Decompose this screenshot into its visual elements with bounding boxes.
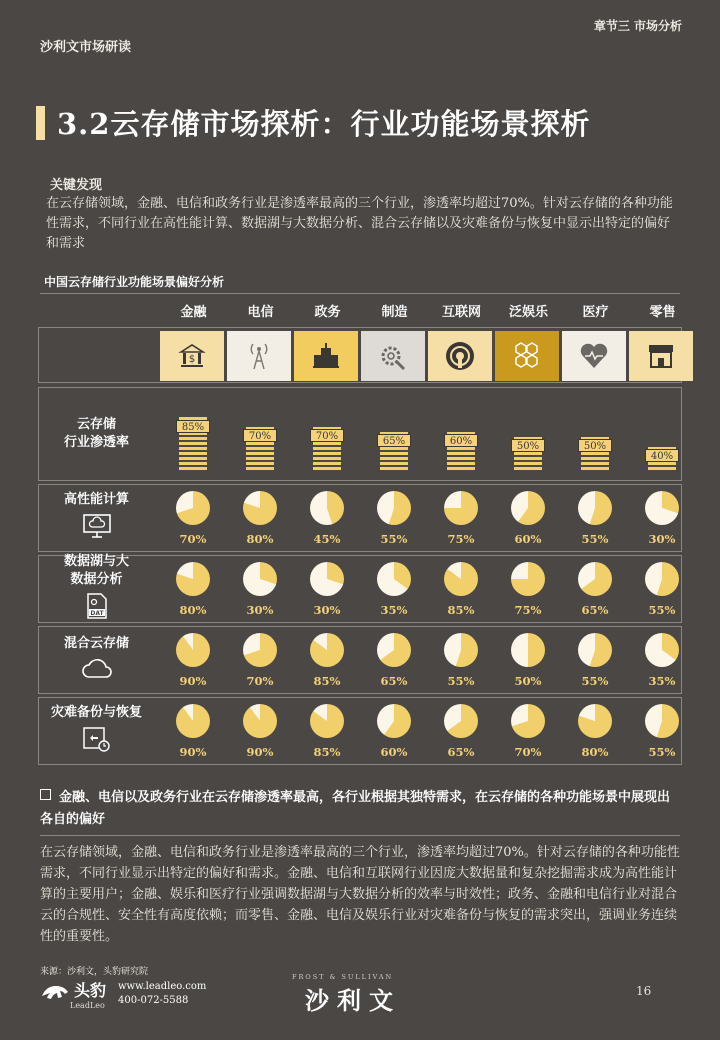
title-accent-bar [36,106,45,140]
bar-segment [179,442,207,445]
industry-header: 金融 [180,305,207,320]
penetration-value-label: 50% [578,439,612,452]
preference-pie [578,491,612,525]
scenario-row-hpc [38,484,682,552]
bar-segment [313,452,341,455]
backup-clock-icon [82,726,112,758]
scenario-row-datalake [38,555,682,623]
preference-pie [176,633,210,667]
cloud-icon [81,657,113,685]
preference-value-label: 35% [648,674,676,688]
cloud-monitor-icon [82,513,112,545]
bar-segment [313,467,341,470]
bar-segment [380,457,408,460]
preference-value-label: 50% [514,674,542,688]
preference-pie [243,704,277,738]
bar-segment [514,457,542,460]
frost-sullivan-wordmark: FROST & SULLIVAN [292,973,394,981]
sullivan-logo: 沙利文 [305,986,401,1015]
key-findings-label: 关键发现 [50,178,103,193]
preference-pie [578,562,612,596]
bar-segment [380,462,408,465]
bar-segment [246,467,274,470]
penetration-value-label: 70% [243,429,277,442]
industry-header: 制造 [381,305,408,320]
preference-pie [511,704,545,738]
bar-segment [179,467,207,470]
bar-segment [514,462,542,465]
preference-value-label: 70% [514,745,542,759]
preference-value-label: 85% [447,603,475,617]
preference-value-label: 80% [581,745,609,759]
preference-pie [444,633,478,667]
preference-value-label: 65% [581,603,609,617]
preference-pie [377,633,411,667]
phone-number: 400-072-5588 [118,995,189,1006]
preference-pie [645,491,679,525]
bar-segment [313,462,341,465]
industry-header: 零售 [649,305,676,320]
insight-note [40,787,680,831]
bar-segment [581,457,609,460]
preference-value-label: 35% [380,603,408,617]
scenario-label-hpc [39,485,154,551]
leopard-icon [40,982,70,1006]
broadcast-icon [428,331,492,381]
preference-value-label: 30% [246,603,274,617]
preference-pie [377,704,411,738]
bar-segment [179,452,207,455]
bar-segment [380,452,408,455]
preference-pie [511,491,545,525]
bar-segment [246,452,274,455]
bar-segment [447,462,475,465]
bar-segment [581,467,609,470]
dat-file-icon [86,593,108,625]
preference-pie [444,562,478,596]
preference-value-label: 90% [246,745,274,759]
preference-pie [444,704,478,738]
scenario-label-text: 高性能计算 [63,492,129,507]
bar-segment [447,457,475,460]
preference-value-label: 45% [313,532,341,546]
preference-value-label: 30% [648,532,676,546]
heart-pulse-icon [562,331,626,381]
bar-segment [380,467,408,470]
svg-text:DAT: DAT [89,610,104,617]
scenario-label-text: 混合云存储 [63,636,129,651]
bar-segment [313,447,341,450]
industry-header: 医疗 [582,305,609,320]
government-building-icon [294,331,358,381]
checkbox-square-icon [40,789,51,800]
preference-pie [176,704,210,738]
preference-value-label: 60% [380,745,408,759]
industry-header: 政务 [314,305,341,320]
preference-pie [377,562,411,596]
preference-pie [377,491,411,525]
penetration-value-label: 40% [645,449,679,462]
preference-value-label: 70% [179,532,207,546]
section-title-row [36,102,590,143]
analysis-paragraph: 在云存储领域，金融、电信和政务行业是渗透率最高的三个行业，渗透率均超过70%。针对云存储的各种功能性需求，不同行业显示出特定的偏好和需求。金融、电信和互联网行业因庞大数据量和复杂挖掘需求成为高性能计算的主要用户；金融、娱乐和医疗行业强调数据湖与大数据分析的效率与时效性；政务、金融和电信行业对混合云的合规性、安全性有高度依赖；而零售、金融、电信及娱乐行业对灾难备份与恢复的需求突出，强调业务连续性的重要性。 [40,845,680,944]
bar-segment [179,447,207,450]
scenario-label-text: 数据分析 [70,572,123,587]
penetration-value-label: 70% [310,429,344,442]
bar-segment [447,452,475,455]
logo-cn: 头豹 [74,981,107,1000]
scenario-row-backup [38,697,682,765]
penetration-label-line1: 云存储 [76,417,116,432]
preference-pie [310,633,344,667]
preference-value-label: 85% [313,745,341,759]
preference-pie [444,491,478,525]
preference-value-label: 55% [581,532,609,546]
caption-divider [40,293,680,294]
preference-value-label: 80% [246,532,274,546]
scenario-label-text: 数据湖与大 [63,554,129,569]
preference-pie [243,491,277,525]
penetration-value-label: 60% [444,434,478,447]
bar-segment [581,462,609,465]
preference-pie [645,704,679,738]
scenario-row-hybrid [38,626,682,694]
industry-icon-row [38,327,682,383]
bar-segment [246,457,274,460]
svg-text:$: $ [188,354,196,365]
bar-segment [179,437,207,440]
bar-segment [246,462,274,465]
scenario-label-text: 灾难备份与恢复 [50,705,142,720]
note-divider [40,835,680,836]
preference-pie [511,633,545,667]
leadleo-logo [40,978,106,1010]
page-title: 3.2云存储市场探析：行业功能场景探析 [57,107,591,141]
scenario-label-datalake [39,556,154,622]
contact-info [118,980,206,1008]
signal-tower-icon [227,331,291,381]
preference-pie [310,491,344,525]
key-findings-text: 在云存储领域，金融、电信和政务行业是渗透率最高的三个行业，渗透率均超过70%。针对云存储的各种功能性需求，不同行业在高性能计算、数据湖与大数据分析、混合云存储以及灾难备份与恢复中显示出特定的偏好和需求 [46,196,673,251]
hexagon-icon [495,331,559,381]
chapter-label: 章节三 市场分析 [593,19,682,33]
industry-header: 电信 [247,305,274,320]
bar-segment [179,457,207,460]
preference-pie [176,491,210,525]
preference-value-label: 55% [648,745,676,759]
preference-pie [645,562,679,596]
industry-header: 泛娱乐 [508,305,548,320]
preference-value-label: 85% [313,674,341,688]
preference-value-label: 90% [179,674,207,688]
preference-value-label: 65% [447,745,475,759]
preference-value-label: 80% [179,603,207,617]
preference-pie [243,633,277,667]
preference-value-label: 55% [380,532,408,546]
preference-value-label: 30% [313,603,341,617]
bar-segment [179,462,207,465]
penetration-label-line2: 行业渗透率 [63,435,129,450]
penetration-row [38,387,682,481]
header-brand: 沙利文市场研读 [40,40,132,55]
penetration-value-label: 85% [176,420,210,433]
preference-value-label: 55% [581,674,609,688]
logo-en: LeadLeo [70,1001,105,1010]
gear-wrench-icon [361,331,425,381]
penetration-value-label: 65% [377,434,411,447]
preference-pie [310,562,344,596]
scenario-label-hybrid [39,627,154,693]
industry-header: 互联网 [441,305,481,320]
store-icon [629,331,693,381]
page-number: 16 [636,984,652,998]
bar-segment [447,467,475,470]
source-note: 来源：沙利文，头豹研究院 [40,967,149,977]
preference-pie [578,633,612,667]
table-caption: 中国云存储行业功能场景偏好分析 [44,275,225,289]
preference-value-label: 55% [648,603,676,617]
preference-pie [645,633,679,667]
penetration-label [39,388,154,480]
penetration-value-label: 50% [511,439,545,452]
preference-pie [511,562,545,596]
industry-header-row [38,296,682,324]
bar-segment [246,447,274,450]
website-link[interactable]: www.leadleo.com [118,981,207,992]
preference-value-label: 75% [447,532,475,546]
preference-pie [176,562,210,596]
bar-segment [313,457,341,460]
preference-pie [310,704,344,738]
preference-value-label: 75% [514,603,542,617]
preference-value-label: 55% [447,674,475,688]
preference-value-label: 60% [514,532,542,546]
preference-value-label: 65% [380,674,408,688]
scenario-label-backup [39,698,154,764]
preference-value-label: 90% [179,745,207,759]
insight-note-text: 金融、电信以及政务行业在云存储渗透率最高，各行业根据其独特需求，在云存储的各种功能场景中展现出各自的偏好 [40,790,671,827]
preference-value-label: 70% [246,674,274,688]
preference-pie [243,562,277,596]
bar-segment [514,467,542,470]
preference-pie [578,704,612,738]
bar-segment [648,467,676,470]
bank-icon [160,331,224,381]
